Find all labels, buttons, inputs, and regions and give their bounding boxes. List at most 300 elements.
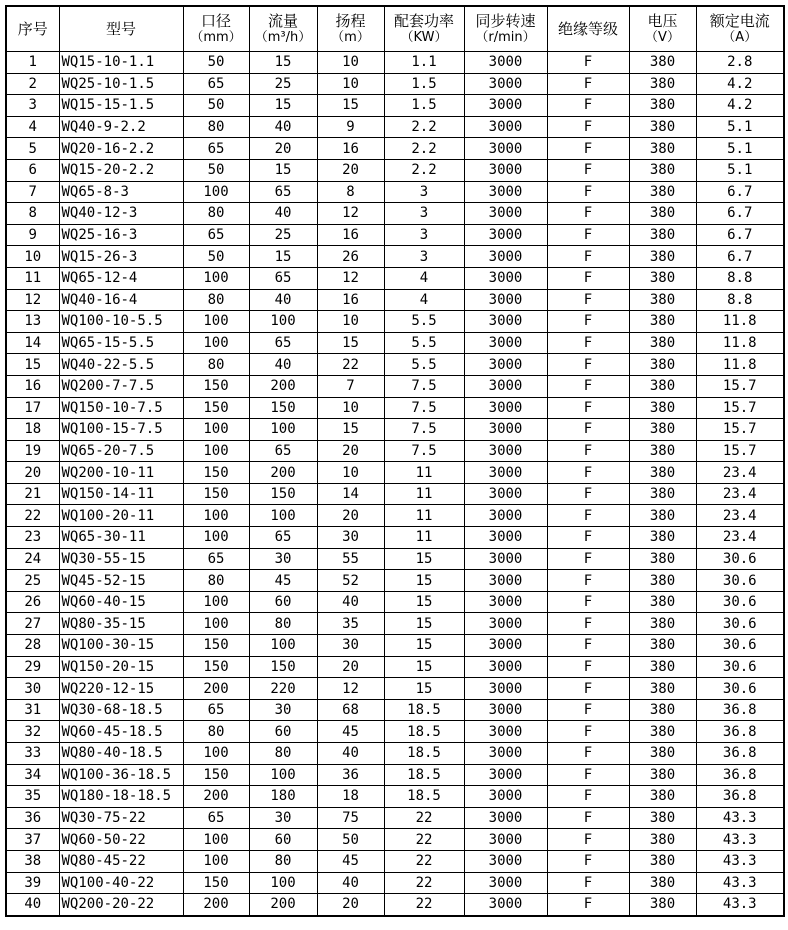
cell-current: 23.4	[696, 462, 784, 484]
cell-flow: 150	[249, 483, 317, 505]
cell-index: 35	[6, 786, 59, 808]
cell-head: 20	[317, 159, 384, 181]
cell-flow: 100	[249, 635, 317, 657]
header-current	[696, 6, 784, 52]
cell-speed: 3000	[464, 311, 547, 333]
cell-diameter: 150	[183, 483, 249, 505]
cell-voltage: 380	[629, 807, 696, 829]
cell-diameter: 65	[183, 548, 249, 570]
cell-diameter: 65	[183, 138, 249, 160]
cell-diameter: 80	[183, 721, 249, 743]
cell-insulation: F	[547, 375, 629, 397]
cell-head: 12	[317, 678, 384, 700]
cell-model: WQ200-7-7.5	[59, 375, 183, 397]
cell-head: 15	[317, 95, 384, 117]
cell-current: 4.2	[696, 73, 784, 95]
cell-voltage: 380	[629, 894, 696, 916]
cell-head: 15	[317, 419, 384, 441]
cell-head: 8	[317, 181, 384, 203]
cell-speed: 3000	[464, 829, 547, 851]
cell-power: 2.2	[384, 116, 464, 138]
cell-model: WQ65-8-3	[59, 181, 183, 203]
cell-diameter: 150	[183, 872, 249, 894]
cell-current: 2.8	[696, 52, 784, 74]
cell-current: 15.7	[696, 397, 784, 419]
cell-power: 3	[384, 224, 464, 246]
cell-flow: 15	[249, 159, 317, 181]
cell-flow: 200	[249, 462, 317, 484]
cell-flow: 40	[249, 203, 317, 225]
cell-flow: 15	[249, 52, 317, 74]
cell-index: 34	[6, 764, 59, 786]
table-row	[6, 850, 784, 872]
cell-diameter: 100	[183, 743, 249, 765]
cell-speed: 3000	[464, 203, 547, 225]
table-row	[6, 267, 784, 289]
cell-power: 1.5	[384, 95, 464, 117]
cell-power: 3	[384, 246, 464, 268]
cell-current: 6.7	[696, 246, 784, 268]
cell-power: 7.5	[384, 397, 464, 419]
cell-speed: 3000	[464, 699, 547, 721]
table-row	[6, 635, 784, 657]
cell-head: 12	[317, 203, 384, 225]
cell-current: 5.1	[696, 116, 784, 138]
cell-diameter: 150	[183, 462, 249, 484]
cell-head: 45	[317, 850, 384, 872]
cell-speed: 3000	[464, 138, 547, 160]
cell-power: 15	[384, 635, 464, 657]
cell-flow: 80	[249, 850, 317, 872]
cell-head: 20	[317, 440, 384, 462]
cell-current: 36.8	[696, 743, 784, 765]
cell-insulation: F	[547, 138, 629, 160]
cell-model: WQ45-52-15	[59, 570, 183, 592]
cell-model: WQ200-10-11	[59, 462, 183, 484]
cell-insulation: F	[547, 332, 629, 354]
cell-index: 26	[6, 591, 59, 613]
table-row	[6, 656, 784, 678]
cell-flow: 20	[249, 138, 317, 160]
cell-diameter: 65	[183, 224, 249, 246]
cell-index: 12	[6, 289, 59, 311]
cell-diameter: 100	[183, 419, 249, 441]
cell-head: 7	[317, 375, 384, 397]
cell-index: 38	[6, 850, 59, 872]
cell-head: 15	[317, 332, 384, 354]
cell-current: 23.4	[696, 505, 784, 527]
cell-speed: 3000	[464, 397, 547, 419]
cell-flow: 60	[249, 721, 317, 743]
header-title: 扬程	[335, 11, 366, 30]
cell-speed: 3000	[464, 116, 547, 138]
cell-flow: 100	[249, 311, 317, 333]
cell-flow: 220	[249, 678, 317, 700]
cell-model: WQ25-16-3	[59, 224, 183, 246]
cell-diameter: 100	[183, 267, 249, 289]
table-row	[6, 332, 784, 354]
cell-model: WQ80-35-15	[59, 613, 183, 635]
cell-index: 5	[6, 138, 59, 160]
table-row	[6, 548, 784, 570]
cell-voltage: 380	[629, 872, 696, 894]
cell-power: 11	[384, 527, 464, 549]
header-title: 电压	[647, 11, 678, 30]
cell-power: 2.2	[384, 159, 464, 181]
cell-flow: 100	[249, 764, 317, 786]
header-title: 配套功率	[393, 11, 454, 30]
cell-voltage: 380	[629, 786, 696, 808]
cell-current: 15.7	[696, 419, 784, 441]
cell-index: 27	[6, 613, 59, 635]
cell-model: WQ20-16-2.2	[59, 138, 183, 160]
header-title: 同步转速	[475, 11, 536, 30]
cell-diameter: 65	[183, 699, 249, 721]
header-model	[59, 6, 183, 52]
cell-power: 15	[384, 548, 464, 570]
cell-speed: 3000	[464, 375, 547, 397]
cell-flow: 150	[249, 656, 317, 678]
cell-flow: 40	[249, 354, 317, 376]
cell-index: 28	[6, 635, 59, 657]
cell-speed: 3000	[464, 527, 547, 549]
header-flow	[249, 6, 317, 52]
cell-model: WQ65-30-11	[59, 527, 183, 549]
table-row	[6, 829, 784, 851]
cell-head: 40	[317, 591, 384, 613]
cell-voltage: 380	[629, 332, 696, 354]
cell-power: 5.5	[384, 354, 464, 376]
cell-model: WQ15-15-1.5	[59, 95, 183, 117]
cell-current: 11.8	[696, 311, 784, 333]
cell-speed: 3000	[464, 721, 547, 743]
cell-voltage: 380	[629, 224, 696, 246]
cell-current: 15.7	[696, 440, 784, 462]
header-unit: （V）	[645, 30, 680, 46]
header-diameter	[183, 6, 249, 52]
cell-speed: 3000	[464, 181, 547, 203]
cell-voltage: 380	[629, 203, 696, 225]
cell-current: 43.3	[696, 807, 784, 829]
cell-speed: 3000	[464, 505, 547, 527]
cell-flow: 100	[249, 872, 317, 894]
cell-index: 23	[6, 527, 59, 549]
cell-flow: 25	[249, 224, 317, 246]
cell-model: WQ200-20-22	[59, 894, 183, 916]
cell-voltage: 380	[629, 570, 696, 592]
cell-power: 5.5	[384, 332, 464, 354]
cell-power: 1.5	[384, 73, 464, 95]
cell-power: 15	[384, 591, 464, 613]
table-row	[6, 203, 784, 225]
cell-power: 15	[384, 570, 464, 592]
cell-index: 13	[6, 311, 59, 333]
table-row	[6, 613, 784, 635]
cell-power: 11	[384, 483, 464, 505]
header-power	[384, 6, 464, 52]
cell-diameter: 100	[183, 850, 249, 872]
header-title: 绝缘等级	[557, 19, 618, 38]
table-row	[6, 743, 784, 765]
cell-diameter: 200	[183, 786, 249, 808]
cell-voltage: 380	[629, 311, 696, 333]
cell-model: WQ100-10-5.5	[59, 311, 183, 333]
cell-insulation: F	[547, 354, 629, 376]
cell-current: 5.1	[696, 138, 784, 160]
cell-head: 10	[317, 462, 384, 484]
cell-diameter: 200	[183, 678, 249, 700]
cell-power: 11	[384, 505, 464, 527]
cell-model: WQ150-20-15	[59, 656, 183, 678]
cell-voltage: 380	[629, 246, 696, 268]
cell-current: 23.4	[696, 483, 784, 505]
cell-insulation: F	[547, 246, 629, 268]
cell-speed: 3000	[464, 95, 547, 117]
cell-head: 75	[317, 807, 384, 829]
cell-model: WQ30-55-15	[59, 548, 183, 570]
cell-insulation: F	[547, 181, 629, 203]
cell-insulation: F	[547, 95, 629, 117]
cell-index: 32	[6, 721, 59, 743]
table-row	[6, 699, 784, 721]
cell-diameter: 150	[183, 764, 249, 786]
cell-head: 16	[317, 224, 384, 246]
cell-current: 43.3	[696, 872, 784, 894]
cell-power: 7.5	[384, 419, 464, 441]
cell-insulation: F	[547, 807, 629, 829]
table-body	[6, 52, 784, 916]
cell-head: 26	[317, 246, 384, 268]
cell-speed: 3000	[464, 246, 547, 268]
cell-current: 8.8	[696, 289, 784, 311]
cell-index: 29	[6, 656, 59, 678]
cell-speed: 3000	[464, 159, 547, 181]
cell-current: 11.8	[696, 354, 784, 376]
table-row	[6, 678, 784, 700]
cell-index: 8	[6, 203, 59, 225]
cell-insulation: F	[547, 570, 629, 592]
cell-voltage: 380	[629, 95, 696, 117]
cell-head: 50	[317, 829, 384, 851]
cell-speed: 3000	[464, 354, 547, 376]
cell-diameter: 65	[183, 807, 249, 829]
cell-speed: 3000	[464, 483, 547, 505]
cell-head: 18	[317, 786, 384, 808]
cell-model: WQ40-22-5.5	[59, 354, 183, 376]
cell-current: 36.8	[696, 721, 784, 743]
header-unit: （A）	[722, 30, 758, 46]
cell-index: 19	[6, 440, 59, 462]
cell-flow: 30	[249, 807, 317, 829]
cell-speed: 3000	[464, 656, 547, 678]
cell-head: 20	[317, 656, 384, 678]
cell-flow: 15	[249, 95, 317, 117]
table-row	[6, 397, 784, 419]
cell-current: 43.3	[696, 894, 784, 916]
cell-head: 36	[317, 764, 384, 786]
cell-index: 40	[6, 894, 59, 916]
cell-power: 22	[384, 894, 464, 916]
cell-model: WQ15-26-3	[59, 246, 183, 268]
cell-diameter: 100	[183, 181, 249, 203]
cell-speed: 3000	[464, 635, 547, 657]
cell-diameter: 100	[183, 613, 249, 635]
table-row	[6, 591, 784, 613]
cell-model: WQ40-9-2.2	[59, 116, 183, 138]
table-row	[6, 419, 784, 441]
table-row	[6, 311, 784, 333]
cell-model: WQ15-10-1.1	[59, 52, 183, 74]
table-row	[6, 527, 784, 549]
cell-index: 37	[6, 829, 59, 851]
cell-diameter: 50	[183, 246, 249, 268]
cell-model: WQ65-15-5.5	[59, 332, 183, 354]
table-row	[6, 721, 784, 743]
table-row	[6, 354, 784, 376]
cell-index: 4	[6, 116, 59, 138]
cell-current: 15.7	[696, 375, 784, 397]
cell-model: WQ80-40-18.5	[59, 743, 183, 765]
cell-voltage: 380	[629, 138, 696, 160]
header-insulation	[547, 6, 629, 52]
cell-flow: 200	[249, 375, 317, 397]
header-unit: （r/min）	[475, 30, 536, 46]
cell-speed: 3000	[464, 807, 547, 829]
cell-model: WQ40-16-4	[59, 289, 183, 311]
cell-index: 14	[6, 332, 59, 354]
cell-head: 20	[317, 894, 384, 916]
cell-power: 22	[384, 807, 464, 829]
cell-model: WQ220-12-15	[59, 678, 183, 700]
cell-speed: 3000	[464, 850, 547, 872]
cell-model: WQ30-68-18.5	[59, 699, 183, 721]
cell-model: WQ150-10-7.5	[59, 397, 183, 419]
cell-model: WQ180-18-18.5	[59, 786, 183, 808]
cell-insulation: F	[547, 743, 629, 765]
header-unit: （m）	[331, 30, 370, 46]
cell-diameter: 100	[183, 311, 249, 333]
cell-voltage: 380	[629, 159, 696, 181]
cell-model: WQ100-40-22	[59, 872, 183, 894]
cell-diameter: 100	[183, 527, 249, 549]
header-unit: （m³/h）	[254, 30, 312, 46]
cell-model: WQ25-10-1.5	[59, 73, 183, 95]
cell-insulation: F	[547, 850, 629, 872]
cell-diameter: 50	[183, 52, 249, 74]
cell-diameter: 150	[183, 397, 249, 419]
cell-voltage: 380	[629, 483, 696, 505]
cell-voltage: 380	[629, 289, 696, 311]
cell-head: 40	[317, 743, 384, 765]
cell-insulation: F	[547, 440, 629, 462]
cell-diameter: 80	[183, 203, 249, 225]
cell-model: WQ65-20-7.5	[59, 440, 183, 462]
table-row	[6, 95, 784, 117]
cell-flow: 65	[249, 332, 317, 354]
cell-flow: 65	[249, 440, 317, 462]
cell-flow: 65	[249, 181, 317, 203]
cell-speed: 3000	[464, 548, 547, 570]
cell-diameter: 50	[183, 95, 249, 117]
cell-model: WQ65-12-4	[59, 267, 183, 289]
cell-insulation: F	[547, 311, 629, 333]
cell-current: 43.3	[696, 850, 784, 872]
cell-voltage: 380	[629, 354, 696, 376]
cell-power: 18.5	[384, 721, 464, 743]
cell-diameter: 200	[183, 894, 249, 916]
cell-flow: 60	[249, 591, 317, 613]
cell-speed: 3000	[464, 613, 547, 635]
cell-index: 33	[6, 743, 59, 765]
cell-index: 15	[6, 354, 59, 376]
cell-head: 10	[317, 311, 384, 333]
cell-head: 30	[317, 635, 384, 657]
header-unit: （KW）	[400, 30, 448, 46]
cell-index: 31	[6, 699, 59, 721]
cell-power: 18.5	[384, 743, 464, 765]
cell-flow: 100	[249, 419, 317, 441]
cell-voltage: 380	[629, 635, 696, 657]
header-title: 口径	[200, 11, 231, 30]
cell-diameter: 150	[183, 656, 249, 678]
cell-head: 10	[317, 397, 384, 419]
cell-current: 30.6	[696, 656, 784, 678]
cell-diameter: 80	[183, 354, 249, 376]
cell-voltage: 380	[629, 73, 696, 95]
cell-index: 20	[6, 462, 59, 484]
cell-power: 15	[384, 678, 464, 700]
cell-current: 30.6	[696, 548, 784, 570]
cell-voltage: 380	[629, 829, 696, 851]
cell-index: 16	[6, 375, 59, 397]
table-row	[6, 440, 784, 462]
cell-speed: 3000	[464, 419, 547, 441]
header-title: 型号	[105, 19, 136, 38]
cell-voltage: 380	[629, 656, 696, 678]
cell-speed: 3000	[464, 73, 547, 95]
table-row	[6, 289, 784, 311]
cell-voltage: 380	[629, 699, 696, 721]
cell-head: 14	[317, 483, 384, 505]
cell-insulation: F	[547, 505, 629, 527]
cell-model: WQ80-45-22	[59, 850, 183, 872]
cell-speed: 3000	[464, 570, 547, 592]
cell-diameter: 100	[183, 829, 249, 851]
cell-diameter: 100	[183, 591, 249, 613]
header-row	[6, 6, 784, 52]
cell-flow: 200	[249, 894, 317, 916]
cell-diameter: 100	[183, 332, 249, 354]
table-row	[6, 159, 784, 181]
cell-insulation: F	[547, 462, 629, 484]
cell-power: 3	[384, 181, 464, 203]
header-unit: （mm）	[190, 30, 242, 46]
cell-insulation: F	[547, 73, 629, 95]
cell-voltage: 380	[629, 850, 696, 872]
cell-power: 4	[384, 267, 464, 289]
cell-speed: 3000	[464, 224, 547, 246]
cell-model: WQ60-45-18.5	[59, 721, 183, 743]
cell-diameter: 100	[183, 505, 249, 527]
cell-voltage: 380	[629, 678, 696, 700]
cell-head: 30	[317, 527, 384, 549]
cell-insulation: F	[547, 721, 629, 743]
cell-insulation: F	[547, 786, 629, 808]
cell-flow: 150	[249, 397, 317, 419]
cell-flow: 100	[249, 505, 317, 527]
cell-speed: 3000	[464, 332, 547, 354]
cell-diameter: 80	[183, 116, 249, 138]
